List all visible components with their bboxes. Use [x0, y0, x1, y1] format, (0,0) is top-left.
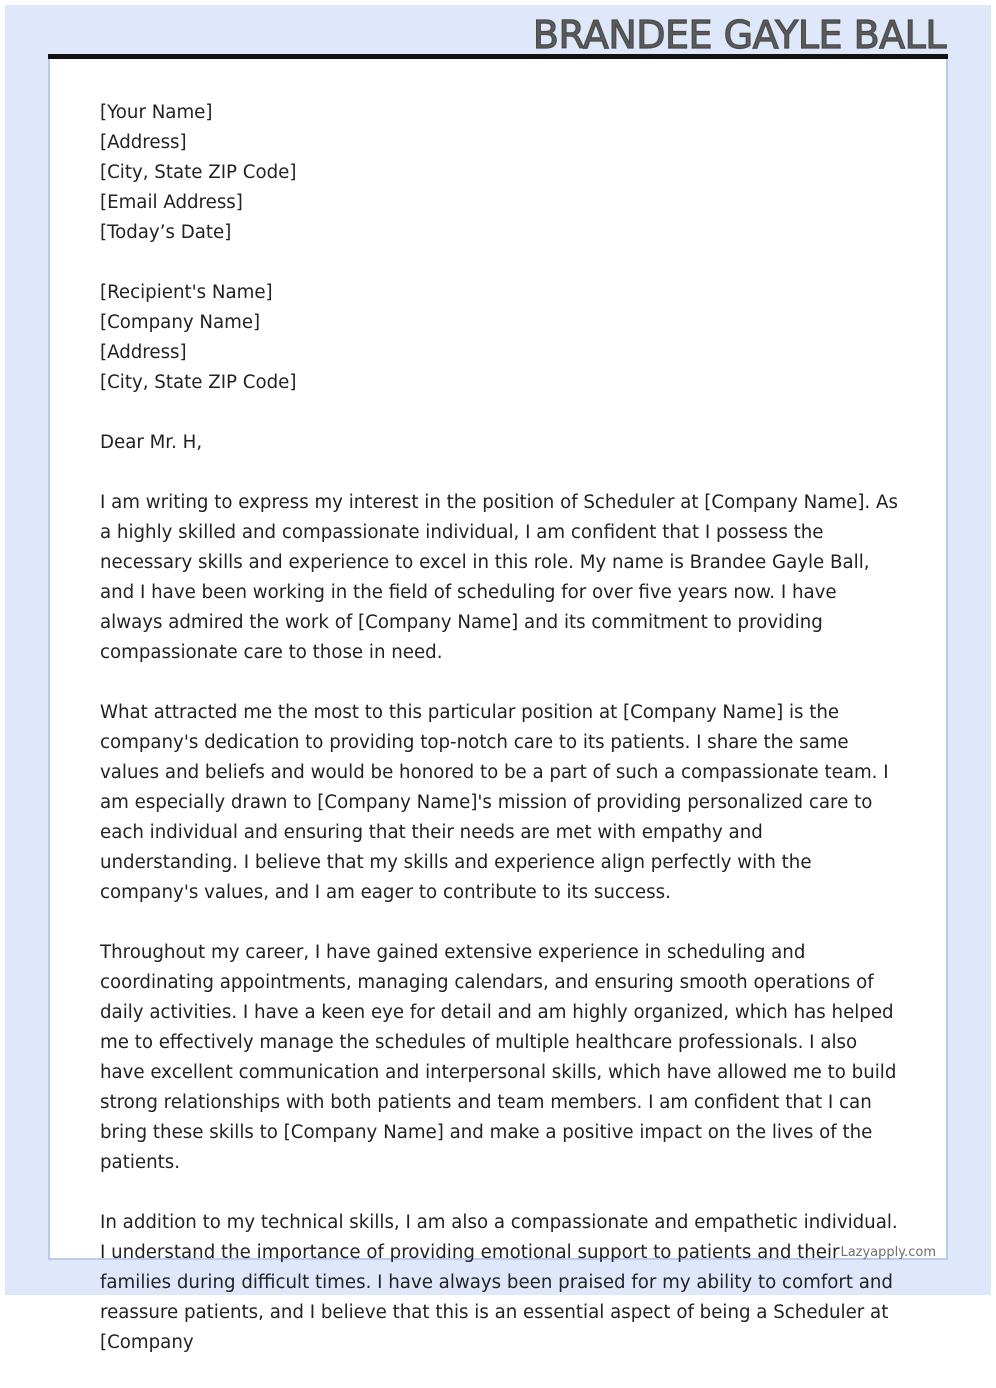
watermark-text: Lazyapply.com	[840, 1245, 936, 1260]
recipient-company: [Company Name]	[100, 312, 261, 333]
recipient-block	[100, 278, 900, 398]
recipient-address: [Address]	[100, 342, 187, 363]
body-paragraph: I am writing to express my interest in the position of Scheduler at [Company Name]. As a highly skilled and compassionate individual, I am confident that I possess the necessary skills and experience to excel in this role. My name is Brandee Gayle Ball, and I have been working in the field of scheduling for over five years now. I have always admired the work of [Company Name] and its commitment to providing compassionate care to those in need.	[100, 492, 898, 663]
recipient-name: [Recipient's Name]	[100, 282, 273, 303]
spacer	[100, 248, 900, 278]
sender-name: [Your Name]	[100, 102, 213, 123]
letter-date: [Today’s Date]	[100, 222, 232, 243]
spacer	[100, 398, 900, 428]
applicant-name-title: BRANDEE GAYLE BALL	[532, 13, 946, 57]
sender-city: [City, State ZIP Code]	[100, 162, 297, 183]
sender-block	[100, 98, 900, 248]
sender-address: [Address]	[100, 132, 187, 153]
cover-letter-body	[100, 98, 900, 1388]
salutation: Dear Mr. H,	[100, 432, 203, 453]
body-paragraph: Throughout my career, I have gained extensive experience in scheduling and coordinating appointments, managing calendars, and ensuring smooth operations of daily activities. I have a keen eye for detail and am highly organized, which has helped me to effectively manage the schedules of multiple healthcare professionals. I also have excellent communication and interpersonal skills, which have allowed me to build strong relationships with both patients and team members. I am confident that I can bring these skills to [Company Name] and make a positive impact on the lives of the patients.	[100, 942, 897, 1173]
body-paragraph: What attracted me the most to this particular position at [Company Name] is the company's dedication to providing top-notch care to its patients. I share the same values and beliefs and would be honored to be a part of such a compassionate team. I am especially drawn to [Company Name]'s mission of providing personalized care to each individual and ensuring that their needs are met with empathy and understanding. I believe that my skills and experience align perfectly with the company's values, and I am eager to contribute to its success.	[100, 702, 889, 903]
sender-email: [Email Address]	[100, 192, 243, 213]
recipient-city: [City, State ZIP Code]	[100, 372, 297, 393]
body-paragraph: In addition to my technical skills, I am also a compassionate and empathetic individual. I understand the importance of providing emotional support to patients and their families during difficult times. I have always been praised for my ability to comfort and reassure patients, and I believe that this is an essential aspect of being a Scheduler at [Company	[100, 1212, 898, 1353]
